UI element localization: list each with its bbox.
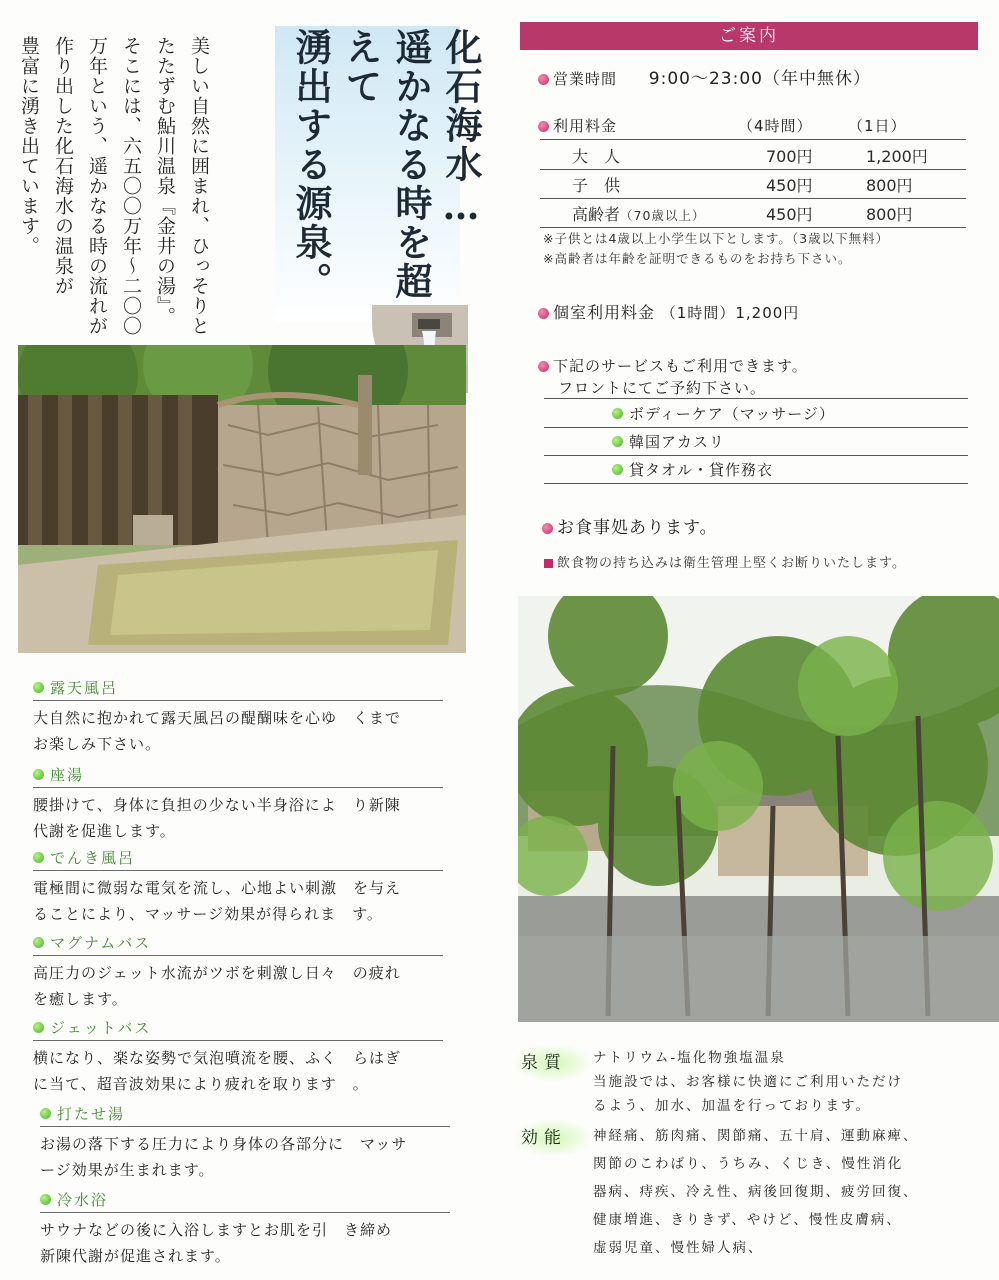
intro-line: 万年という、遥かなる時の流れが: [86, 36, 108, 336]
feature-heading: ジェットバス: [33, 1017, 443, 1041]
info-header: ご案内: [520, 22, 978, 50]
feature-heading: 座湯: [33, 764, 443, 788]
intro-line: 作り出した化石海水の温泉が: [52, 36, 74, 296]
efficacy-label: 効能: [515, 1120, 591, 1156]
feature-electric-bath: [33, 847, 443, 927]
fee-row: 子 供 450円 800円: [540, 170, 966, 199]
feature-description: 大自然に抱かれて露天風呂の醍醐味を心ゆ くまで お楽しみ下さい。: [33, 709, 402, 753]
green-bullet-icon: [33, 1022, 44, 1033]
green-bullet-icon: [33, 852, 44, 863]
feature-description: 電極間に微弱な電気を流し、心地よい刺激 を与え ることにより、マッサージ効果が得られま す。: [33, 879, 402, 923]
service-item: 貸タオル・貸作務衣: [612, 457, 773, 483]
pink-bullet-icon: [538, 361, 549, 372]
green-bullet-icon: [612, 464, 623, 475]
feature-description: 横になり、楽な姿勢で気泡噴流を腰、ふく らはぎ に当て、超音波効果により疲れを取ります 。: [33, 1049, 402, 1093]
fee-header: 利用料金 （4時間） （1日）: [538, 115, 968, 136]
services-divider: [544, 398, 968, 399]
feature-cold-bath: [40, 1189, 450, 1269]
fee-row: 高齢者（70歳以上） 450円 800円: [540, 199, 966, 228]
intro-line: 豊富に湧き出ています。: [18, 36, 40, 256]
feature-heading: マグナムバス: [33, 932, 443, 956]
pink-square-icon: [544, 559, 553, 568]
feature-seated-bath: [33, 764, 443, 844]
feature-description: 腰掛けて、身体に負担の少ない半身浴によ り新陳 代謝を促進します。: [33, 796, 401, 840]
restaurant-notice: お食事処あります。: [542, 513, 718, 538]
quality-text: ナトリウム-塩化物強塩温泉 当施設では、お客様に快適にご利用いただけ るよう、加水、加温を行っております。: [593, 1050, 903, 1114]
feature-jet-bath: [33, 1017, 443, 1097]
intro-line: 美しい自然に囲まれ、ひっそりと: [188, 36, 210, 336]
green-bullet-icon: [33, 937, 44, 948]
outdoor-bath-photo: [18, 345, 466, 653]
feature-description: 高圧力のジェット水流がツボを刺激し日々 の疲れ を癒します。: [33, 964, 401, 1008]
service-item: 韓国アカスリ: [612, 429, 725, 455]
feature-magnum-bath: [33, 932, 443, 1012]
title-line: 化石海水…: [439, 28, 483, 230]
fee-notes: ※子供とは4歳以上小学生以下とします。（3歳以下無料） ※高齢者は年齢を証明できるものをお持ち下さい。: [543, 231, 890, 266]
green-bullet-icon: [612, 436, 623, 447]
fee-row: 大 人 700円 1,200円: [540, 141, 966, 170]
fee-table: [540, 141, 966, 228]
green-bullet-icon: [612, 408, 623, 419]
title-line: 湧出する源泉。: [289, 28, 333, 301]
pink-bullet-icon: [538, 308, 549, 319]
fee-divider: [540, 139, 966, 140]
title-line: 遥かなる時を超えて: [339, 28, 433, 301]
pink-bullet-icon: [542, 523, 553, 534]
feature-description: お湯の落下する圧力により身体の各部分に マッサ ージ効果が生まれます。: [40, 1135, 408, 1179]
food-policy: 飲食物の持ち込みは衛生管理上堅くお断りいたします。: [544, 552, 906, 571]
services-intro: 下記のサービスもご利用できます。 フロントにてご予約下さい。: [538, 355, 808, 399]
feature-heading: 打たせ湯: [40, 1103, 450, 1127]
feature-heading: 冷水浴: [40, 1189, 450, 1213]
feature-heading: 露天風呂: [33, 677, 443, 701]
quality-label: 泉質: [515, 1045, 591, 1081]
green-bullet-icon: [33, 769, 44, 780]
pink-bullet-icon: [538, 74, 549, 85]
feature-outdoor-bath: [33, 677, 443, 757]
private-room-fee: 個室利用料金 （1時間）1,200円: [538, 300, 799, 323]
trees-photo: [518, 596, 999, 1022]
intro-line: たたずむ鮎川温泉『金井の湯』。: [154, 36, 176, 327]
green-bullet-icon: [40, 1108, 51, 1119]
green-bullet-icon: [33, 682, 44, 693]
green-bullet-icon: [40, 1194, 51, 1205]
feature-description: サウナなどの後に入浴しますとお肌を引 き締め 新陳代謝が促進されます。: [40, 1221, 393, 1265]
efficacy-text: 神経痛、筋肉痛、関節痛、五十肩、運動麻痺、 関節のこわばり、うちみ、くじき、慢性消化 器病、痔疾、冷え性、病後回復期、疲労回復、 健康増進、きりきず、やけど、慢性皮膚病、 虚弱児童、慢性婦人病、: [593, 1128, 919, 1256]
intro-text: [12, 36, 216, 336]
intro-line: そこには、六五〇〇万年～二〇〇: [120, 36, 142, 336]
feature-heading: でんき風呂: [33, 847, 443, 871]
main-title: [286, 28, 486, 328]
business-hours: 営業時間 9:00～23:00（年中無休）: [538, 64, 978, 89]
service-item: ボディーケア（マッサージ）: [612, 401, 835, 427]
feature-waterfall-bath: [40, 1103, 450, 1183]
pink-bullet-icon: [538, 121, 549, 132]
